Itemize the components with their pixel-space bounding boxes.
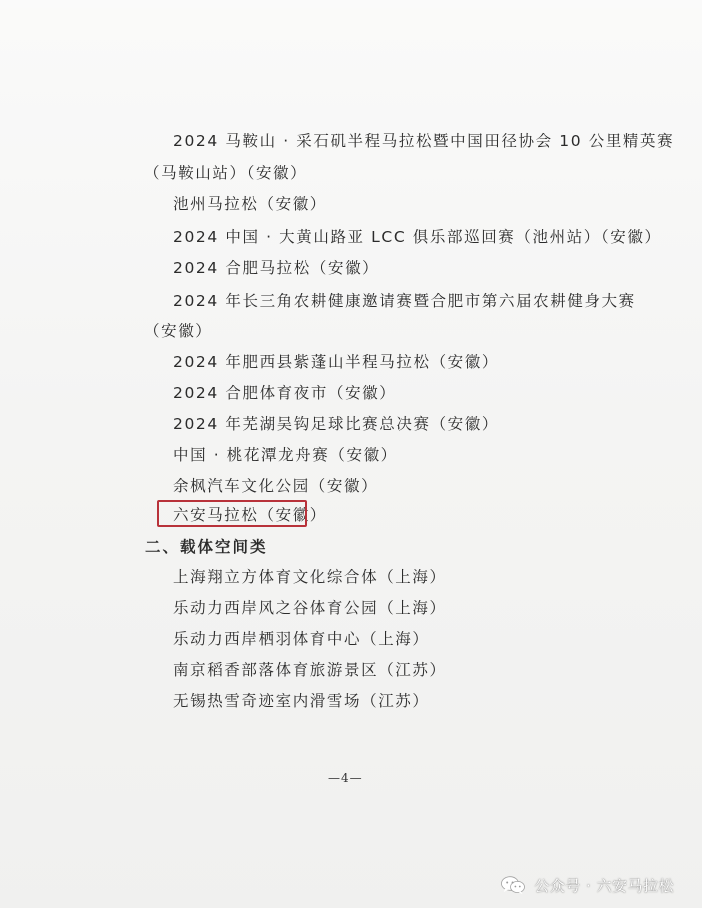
venue-line: 乐动力西岸风之谷体育公园（上海） bbox=[173, 599, 447, 617]
venue-line: 无锡热雪奇迹室内滑雪场（江苏） bbox=[173, 692, 430, 710]
event-line: 2024 年肥西县紫蓬山半程马拉松（安徽） bbox=[173, 353, 499, 371]
watermark-text: 公众号 · 六安马拉松 bbox=[534, 876, 674, 895]
watermark bbox=[500, 874, 674, 896]
page-number: —4— bbox=[328, 771, 363, 785]
event-line: （马鞍山站）（安徽） bbox=[144, 164, 308, 182]
wechat-logo-icon bbox=[500, 875, 526, 895]
event-line: 2024 年芜湖吴钩足球比赛总决赛（安徽） bbox=[173, 415, 499, 433]
highlighted-event-line: 六安马拉松（安徽） bbox=[173, 506, 327, 524]
venue-line: 南京稻香部落体育旅游景区（江苏） bbox=[173, 661, 447, 679]
event-line: 2024 年长三角农耕健康邀请赛暨合肥市第六届农耕健身大赛 bbox=[173, 292, 636, 310]
event-line: 2024 中国 · 大黄山路亚 LCC 俱乐部巡回赛（池州站）（安徽） bbox=[173, 228, 662, 246]
event-line: 池州马拉松（安徽） bbox=[173, 195, 327, 213]
event-line: 余枫汽车文化公园（安徽） bbox=[173, 477, 379, 495]
event-line: 2024 马鞍山 · 采石矶半程马拉松暨中国田径协会 10 公里精英赛 bbox=[173, 132, 675, 150]
highlight-box bbox=[157, 500, 307, 527]
event-line: 2024 合肥体育夜市（安徽） bbox=[173, 384, 397, 402]
venue-line: 上海翔立方体育文化综合体（上海） bbox=[173, 568, 447, 586]
venue-line: 乐动力西岸栖羽体育中心（上海） bbox=[173, 630, 430, 648]
section-heading: 二、载体空间类 bbox=[145, 538, 268, 556]
event-line: 2024 合肥马拉松（安徽） bbox=[173, 259, 380, 277]
event-line: 中国 · 桃花潭龙舟赛（安徽） bbox=[173, 446, 398, 464]
event-line: （安徽） bbox=[144, 322, 213, 340]
